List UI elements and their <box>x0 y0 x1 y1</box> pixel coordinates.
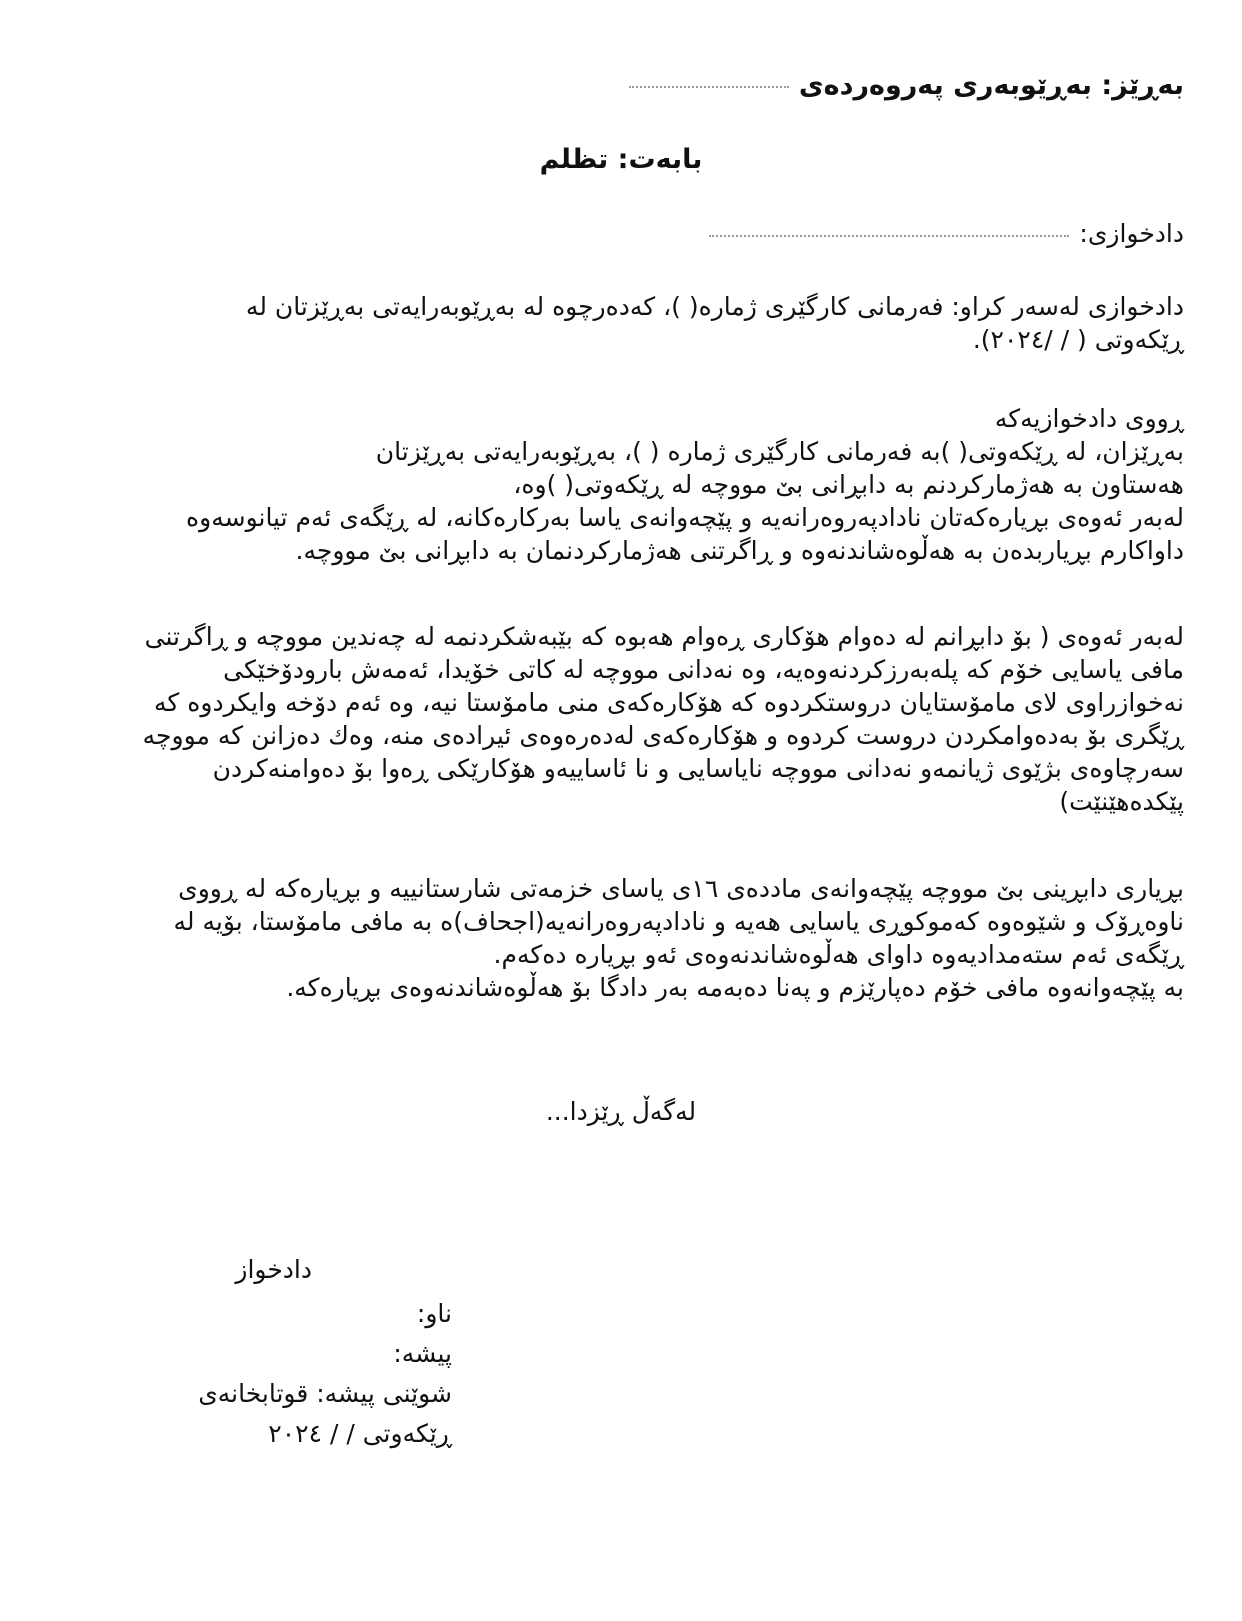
signature-date: ڕێکەوتی / / ٢٠٢٤ <box>268 1419 452 1448</box>
petitioner-blank <box>709 234 1069 237</box>
signature-workplace: شوێنی پیشە: قوتابخانەی <box>198 1379 452 1408</box>
intro-line: دادخوازی لەسەر کراو: فەرمانی کارگێری ژمارە( )، کەدەرچوە لە بەڕێوبەرایەتی بەڕێزتان لە <box>245 292 1184 321</box>
paragraph-line: داواکارم بڕیاربدەن بە هەڵوەشاندنەوە و ڕاگرتنی هەژمارکردنمان بە دابڕانی بێ مووچە. <box>295 536 1184 565</box>
petitioner-label: دادخوازی: <box>1079 219 1184 248</box>
paragraph-line: لەبەر ئەوەی بڕیارەکەتان نادادپەروەرانەیە و پێچەوانەی یاسا بەرکارەکانە، لە ڕێگەی ئەم تیانوسەوە <box>186 503 1184 532</box>
paragraph-line: ناوەڕۆک و شێوەوە کەموکوڕی یاسایی هەیە و نادادپەروەرانەیە(اجحاف)ە بە مافی مامۆستا، بۆیە لە <box>173 907 1184 936</box>
paragraph-line: پێکدەهێنێت) <box>1059 787 1184 816</box>
intro-line: ڕێکەوتی ( / /٢٠٢٤). <box>972 325 1184 354</box>
paragraph-line: ڕێگەی ئەم ستەمدادیەوە داوای هەڵوەشاندنەوەی ئەو بڕیارە دەکەم. <box>493 940 1184 969</box>
intro-paragraph <box>58 290 1184 356</box>
recipient-line <box>629 66 1184 106</box>
closing-line: لەگەڵ ڕێزدا... <box>545 1097 697 1126</box>
paragraph-line: بەڕێزان، لە ڕێکەوتی( )بە فەرمانی کارگێری ژمارە ( )، بەڕێوبەرایەتی بەڕێزتان <box>375 437 1184 466</box>
petitioner-line <box>709 214 1184 254</box>
paragraph-line: مافی یاسایی خۆم کە پلەبەرزکردنەوەیە، وە نەدانی مووچە لە کاتی خۆیدا، ئەمەش بارودۆخێکی <box>223 655 1184 684</box>
signature-title: دادخواز <box>235 1255 312 1284</box>
signature-job: پیشە: <box>393 1339 452 1368</box>
reasons-paragraph <box>58 620 1184 818</box>
section-heading: ڕووی دادخوازیەکە <box>994 404 1184 433</box>
recipient-blank <box>629 85 789 88</box>
signature-name: ناو: <box>416 1299 452 1328</box>
recipient-text: بەڕێز: بەڕێوبەری پەروەردەی <box>798 70 1184 101</box>
paragraph-line: بە پێچەوانەوە مافی خۆم دەپارێزم و پەنا دەبەمە بەر دادگا بۆ هەڵوەشاندنەوەی بڕیارەکە. <box>286 973 1184 1002</box>
paragraph-line: لەبەر ئەوەی ( بۆ دابڕانم لە دەوام هۆکاری ڕەوام هەبوە کە بێبەشکردنمە لە چەندین مووچە و ڕاگرتنی <box>144 622 1184 651</box>
paragraph-line: سەرچاوەی بژێوی ژیانمەو نەدانی مووچە نایاسایی و نا ئاساییەو هۆکارێکی ڕەوا بۆ دەوامنەکردن <box>212 754 1184 783</box>
paragraph-line: هەستاون بە هەژمارکردنم بە دابڕانی بێ مووچە لە ڕێکەوتی( )وە، <box>513 470 1184 499</box>
subject-line: بابەت: تظلم <box>539 144 703 175</box>
paragraph-line: ڕێگری بۆ بەدەوامکردن دروست کردوە و هۆکارەکەی لەدەرەوەی ئیرادەی منە، وەك دەزانن کە مووچە <box>142 721 1184 750</box>
legal-paragraph <box>58 872 1184 1004</box>
paragraph-line: بڕیاری دابڕینی بێ مووچە پێچەوانەی ماددەی ١٦ی یاسای خزمەتی شارستانییە و بڕیارەکە لە ڕووی <box>178 874 1184 903</box>
paragraph-line: نەخوازراوی لای مامۆستایان دروستکردوە کە هۆکارەکەی منی مامۆستا نیە، وە ئەم دۆخە وایکردوە کە <box>154 688 1184 717</box>
body-section <box>58 402 1184 567</box>
